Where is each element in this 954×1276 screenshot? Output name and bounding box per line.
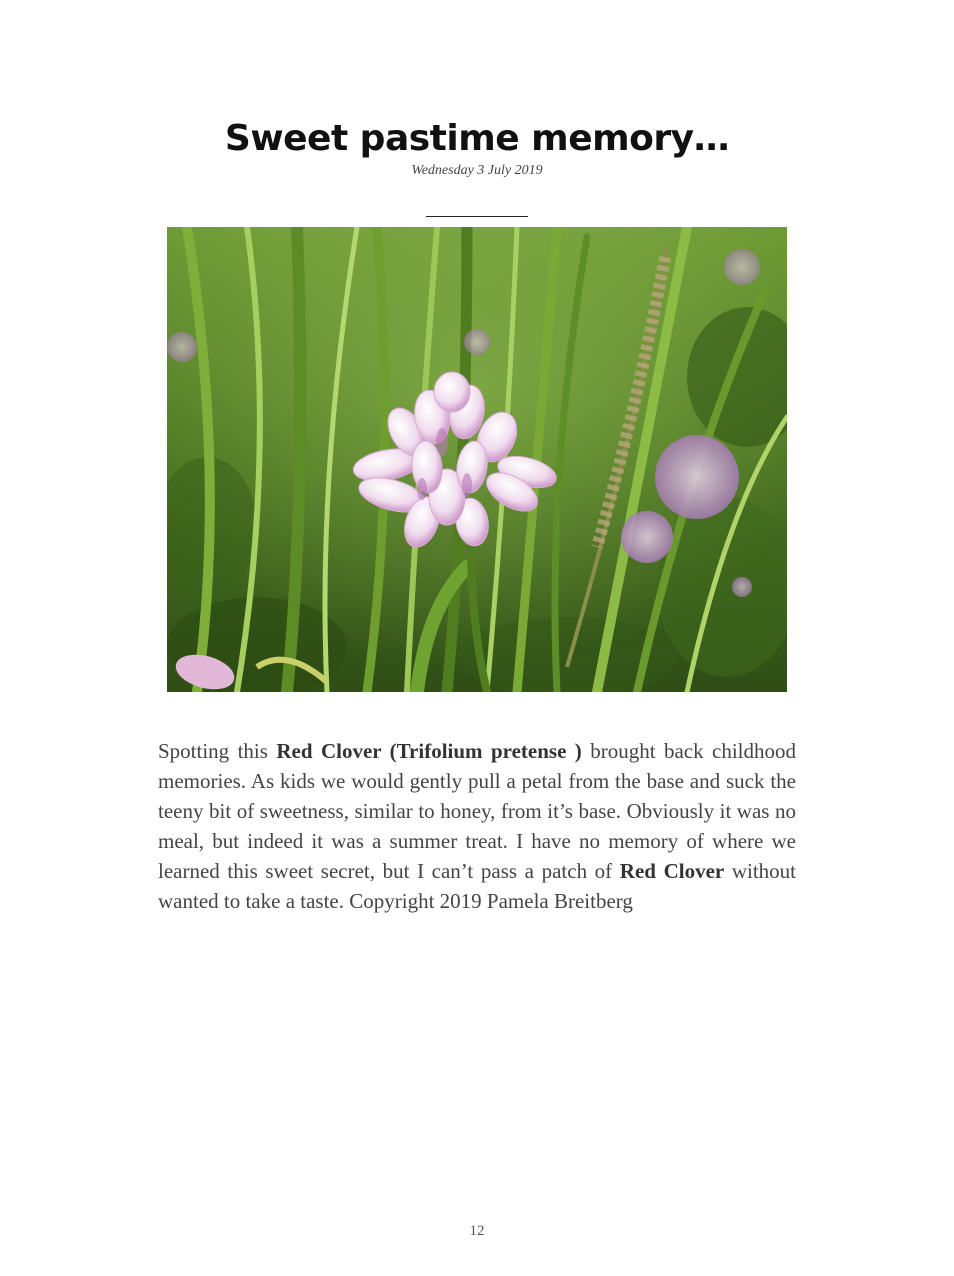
body-text-3: without wanted to take a taste. Copyright 2019 Pamela Breitberg bbox=[158, 859, 797, 913]
page-title: Sweet pastime memory… bbox=[224, 118, 730, 159]
plant-name-repeat: Red Clover bbox=[619, 859, 725, 883]
plant-name: Red Clover (Trifolium pretense ) bbox=[276, 739, 582, 763]
post-date: Wednesday 3 July 2019 bbox=[411, 163, 543, 178]
body-text-2: brought back childhood memories. As kids we would gently pull a petal from the base and suck the teeny bit of sweetness, similar to honey, from it’s base. Obviously it was no meal, but indeed it was a summer treat. I have no memory of where we learned this sweet secret, but I can’t pass a patch of bbox=[158, 739, 796, 883]
article-body bbox=[158, 736, 796, 916]
clover-photo bbox=[167, 227, 787, 692]
page-number: 12 bbox=[469, 1223, 485, 1239]
title-divider bbox=[426, 216, 528, 217]
body-text-1: Spotting this bbox=[158, 739, 277, 763]
